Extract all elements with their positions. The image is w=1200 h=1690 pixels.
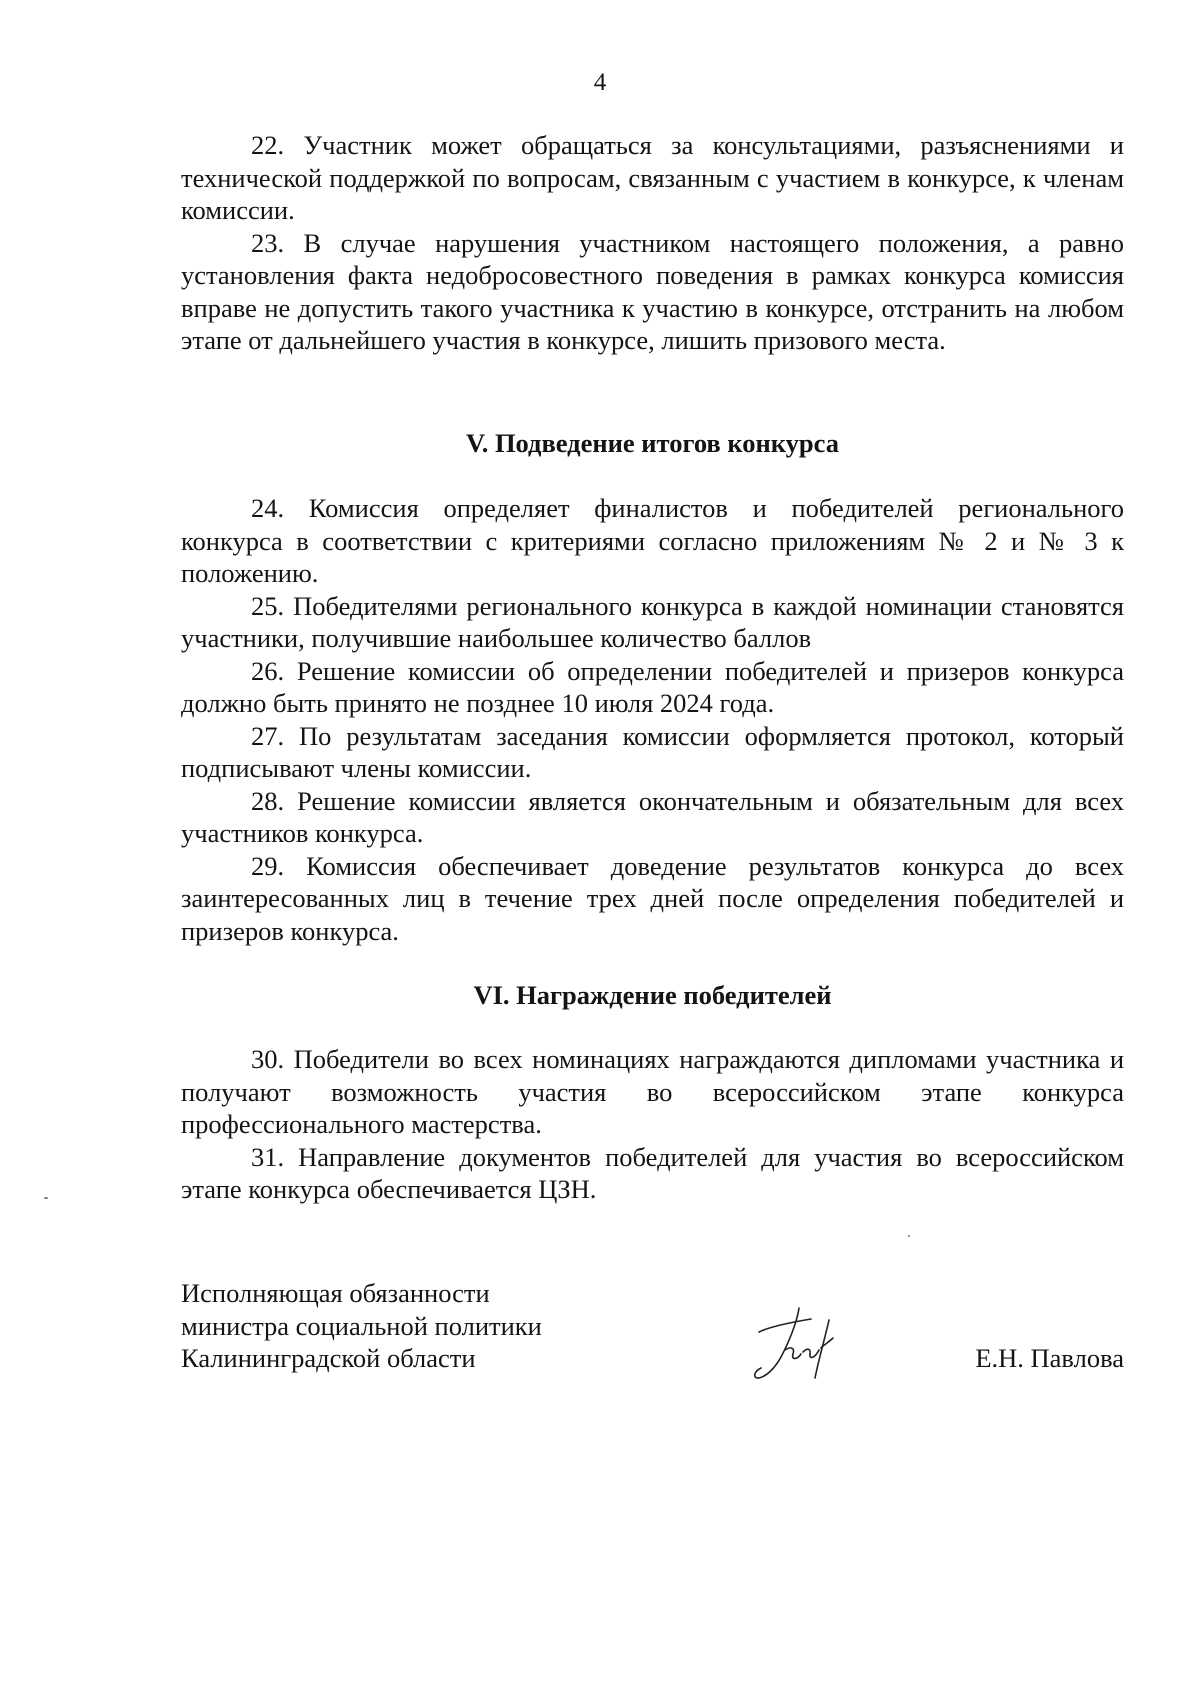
paragraph-25: 25. Победителями регионального конкурса в каждой номинации становятся участники, получившие наибольшее количество баллов xyxy=(181,590,1124,653)
signatory-title-line: Калининградской области xyxy=(181,1343,476,1373)
paragraph-28: 28. Решение комиссии является окончательным и обязательным для всех участников конкурса. xyxy=(181,785,1124,848)
section-6-heading: VI. Награждение победителей xyxy=(473,980,832,1010)
paragraph-24: 24. Комиссия определяет финалистов и победителей регионального конкурса в соответствии с критериями согласно приложениям № 2 и № 3 к положению. xyxy=(181,493,1124,588)
paragraph-31: 31. Направление документов победителей для участия во всероссийском этапе конкурса обеспечивается ЦЗН. xyxy=(181,1141,1124,1204)
signature-block xyxy=(181,1277,1124,1387)
signatory-title-line: министра социальной политики xyxy=(181,1310,542,1341)
page-number: 4 xyxy=(593,69,607,96)
section-6-heading-wrap xyxy=(181,979,1124,1012)
paragraph-26: 26. Решение комиссии об определении победителей и призеров конкурса должно быть принято не позднее 10 июля 2024 года. xyxy=(181,655,1124,718)
paragraph-27: 27. По результатам заседания комиссии оформляется протокол, который подписывают члены комиссии. xyxy=(181,720,1124,783)
signatory-title-line: Исполняющая обязанности xyxy=(181,1278,490,1308)
scan-speck xyxy=(44,1197,48,1199)
paragraph-22: 22. Участник может обращаться за консультациями, разъяснениями и технической поддержкой по вопросам, связанным с участием в конкурсе, к членам комиссии. xyxy=(181,130,1124,225)
section-5-body xyxy=(181,492,1124,947)
handwritten-signature-icon xyxy=(741,1302,851,1392)
signatory-title xyxy=(181,1277,542,1375)
paragraph-30: 30. Победители во всех номинациях награждаются дипломами участника и получают возможность участия во всероссийском этапе конкурса профессионального мастерства. xyxy=(181,1044,1124,1139)
section-5-heading-wrap xyxy=(181,427,1124,460)
section-6-body xyxy=(181,1043,1124,1206)
signatory-name: Е.Н. Павлова xyxy=(975,1343,1124,1373)
paragraph-29: 29. Комиссия обеспечивает доведение результатов конкурса до всех заинтересованных лиц в течение трех дней после определения победителей и призеров конкурса. xyxy=(181,850,1124,946)
paragraph-23: 23. В случае нарушения участником настоящего положения, а равно установления факта недобросовестного поведения в рамках конкурса комиссия вправе не допустить такого участника к участию в конкурсе, отстранить на любом этапе от дальнейшего участия в конкурсе, лишить призового места. xyxy=(181,227,1124,355)
scan-speck xyxy=(908,1235,910,1237)
section-4-tail xyxy=(181,129,1124,357)
section-5-heading: V. Подведение итогов конкурса xyxy=(465,428,840,458)
